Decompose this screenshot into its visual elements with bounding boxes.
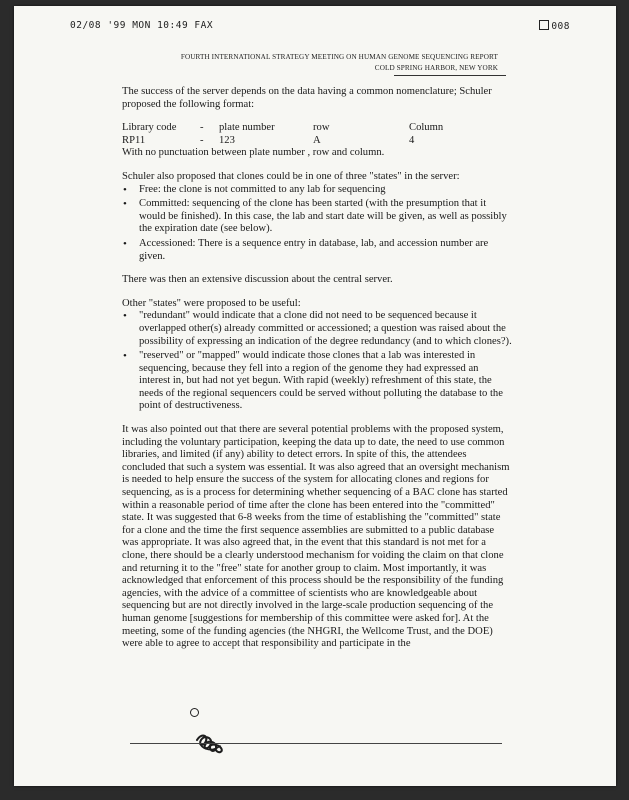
other-states-intro: Other "states" were proposed to be useful:: [122, 297, 301, 309]
format-header-cell: Library code: [122, 122, 177, 134]
fax-header: [70, 20, 570, 31]
report-header: [181, 52, 498, 74]
format-header-cell: plate number: [219, 122, 275, 134]
format-example-cell: -: [200, 134, 204, 146]
format-example-cell: A: [313, 134, 321, 146]
list-item: • "redundant" would indicate that a clone did not need to be sequenced because it overlapped other(s) already committed or accessioned; a question was raised about the possibility of expressing an indication of the degree redundancy (and to which clones?).: [122, 310, 512, 348]
final-paragraph: It was also pointed out that there are several potential problems with the proposed system, including the voluntary participation, keeping the data up to date, the need to use common libraries, and limited (if any) ability to detect errors. In spite of this, the attendees concluded that such a system was essential. It was also agreed that an oversight mechanism is needed to help ensure the success of the system for allocating clones and regions for sequencing, as is a process for determining whether sequencing of a BAC clone has started within a reasonable period of time after the clone has been entered into the "committed" state. It was suggested that 6-8 weeks from the time of establishing the "committed" state for a clone and the time the first sequence assemblies are submitted to a public database was appropriate. It was also agreed that, in the event that this standard is not met for a clone, there should be a clearly understood mechanism for voiding the claim on that clone and returning it to the "free" state for another group to claim. Most importantly, it was acknowledged that enforcement of this process should be the responsibility of the funding agencies, with the advice of a committee of scientists who are knowledgeable about sequencing but are not directly involved in the large-scale production sequencing of the human genome [suggestions for membership of this committee were asked for]. At the meeting, some of the funding agencies (the NHGRI, the Wellcome Trust, and the DOE) were able to agree to accept that responsibility and participate in the: [122, 424, 510, 650]
format-header-cell: -: [200, 122, 204, 134]
other-states-list: [122, 310, 512, 413]
format-table: [122, 122, 512, 160]
list-item: • Free: the clone is not committed to any lab for sequencing: [122, 184, 512, 197]
list-item: • Committed: sequencing of the clone has been started (with the presumption that it would be finished). In this case, the lab and start date will be given, as well as possibly the expiration date (see below).: [122, 198, 512, 236]
list-item: • Accessioned: There is a sequence entry in database, lab, and accession number are given.: [122, 238, 512, 263]
footer-rule: [130, 743, 502, 744]
fax-page-value: 008: [551, 21, 570, 32]
fax-box-icon: [539, 20, 549, 30]
header-rule: [394, 75, 506, 76]
format-header-cell: row: [313, 122, 330, 134]
report-title: FOURTH INTERNATIONAL STRATEGY MEETING ON HUMAN GENOME SEQUENCING REPORT: [180, 53, 498, 61]
discussion-paragraph: There was then an extensive discussion about the central server.: [122, 274, 393, 286]
fax-page-number: [539, 20, 570, 32]
handwritten-circle-mark: [190, 708, 199, 717]
states-list: [122, 184, 512, 264]
fax-timestamp: 02/08 '99 MON 10:49 FAX: [70, 20, 214, 31]
document-page: [14, 6, 616, 786]
format-header-row: [122, 122, 512, 135]
format-example-cell: RP11: [122, 134, 146, 146]
intro-paragraph: The success of the server depends on the data having a common nomenclature; Schuler proposed the following format:: [122, 86, 492, 110]
format-example-cell: 4: [409, 134, 415, 146]
format-example-cell: 123: [219, 134, 235, 146]
format-header-cell: Column: [409, 122, 444, 134]
states-intro: Schuler also proposed that clones could be in one of three "states" in the server:: [122, 170, 460, 182]
format-example-row: [122, 135, 512, 148]
handwritten-scribble-mark: [194, 732, 228, 756]
list-item: • "reserved" or "mapped" would indicate those clones that a lab was interested in sequencing, because they fell into a region of the genome they had expressed an interest in, but had not yet begun. With rapid (weekly) refreshment of this state, the needs of the regional sequencers could be served without polluting the database to the point of destructiveness.: [122, 350, 512, 413]
report-location: COLD SPRING HARBOR, NEW YORK: [374, 64, 498, 72]
report-body: [122, 86, 512, 662]
format-note: With no punctuation between plate number , row and column.: [122, 147, 385, 159]
